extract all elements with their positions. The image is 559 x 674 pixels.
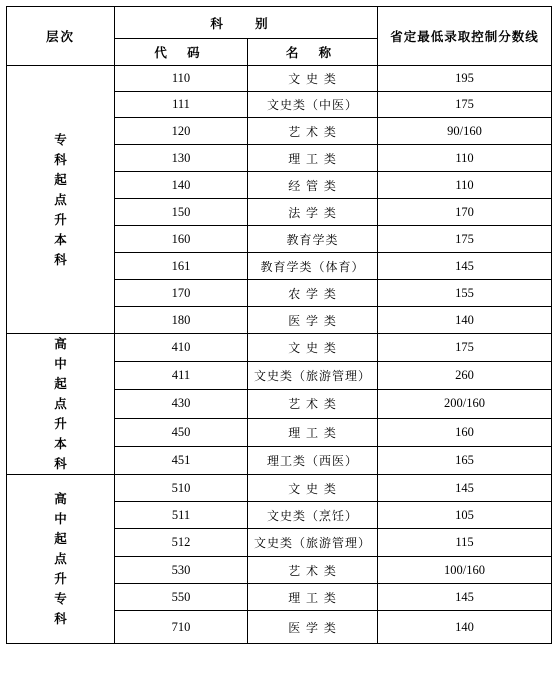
name-cell: 经 管 类 xyxy=(248,172,378,199)
header-level: 层次 xyxy=(7,7,115,66)
level-cell xyxy=(7,475,115,644)
code-cell: 411 xyxy=(115,362,248,390)
score-cell: 170 xyxy=(378,199,552,226)
code-cell: 180 xyxy=(115,307,248,334)
header-score: 省定最低录取控制分数线 xyxy=(378,7,552,66)
name-cell: 医 学 类 xyxy=(248,307,378,334)
score-cell: 175 xyxy=(378,334,552,362)
table-row xyxy=(7,475,552,502)
table-body xyxy=(7,66,552,644)
code-cell: 120 xyxy=(115,118,248,145)
score-cell: 115 xyxy=(378,529,552,557)
score-cell: 175 xyxy=(378,92,552,118)
code-cell: 130 xyxy=(115,145,248,172)
score-cell: 200/160 xyxy=(378,390,552,418)
level-cell xyxy=(7,66,115,334)
score-cell: 100/160 xyxy=(378,557,552,584)
code-cell: 550 xyxy=(115,584,248,611)
code-cell: 160 xyxy=(115,226,248,253)
name-cell: 艺 术 类 xyxy=(248,557,378,584)
score-cell: 110 xyxy=(378,172,552,199)
score-cell: 145 xyxy=(378,475,552,502)
score-cell: 140 xyxy=(378,611,552,644)
header-row-top xyxy=(7,7,552,39)
name-cell: 艺 术 类 xyxy=(248,118,378,145)
score-cell: 160 xyxy=(378,418,552,446)
name-cell: 理 工 类 xyxy=(248,145,378,172)
name-cell: 教育学类 xyxy=(248,226,378,253)
score-cell: 90/160 xyxy=(378,118,552,145)
score-cell: 110 xyxy=(378,145,552,172)
level-label: 高中起点升专科 xyxy=(54,491,67,626)
name-cell: 文史类（烹饪） xyxy=(248,502,378,529)
name-cell: 理工类（西医） xyxy=(248,446,378,474)
name-cell: 法 学 类 xyxy=(248,199,378,226)
score-cell: 155 xyxy=(378,280,552,307)
score-table-container xyxy=(6,6,552,644)
table-header xyxy=(7,7,552,66)
name-cell: 教育学类（体育） xyxy=(248,253,378,280)
table-row xyxy=(7,334,552,362)
code-cell: 530 xyxy=(115,557,248,584)
code-cell: 150 xyxy=(115,199,248,226)
code-cell: 710 xyxy=(115,611,248,644)
name-cell: 文 史 类 xyxy=(248,475,378,502)
code-cell: 451 xyxy=(115,446,248,474)
name-cell: 文史类（中医） xyxy=(248,92,378,118)
code-cell: 161 xyxy=(115,253,248,280)
header-code: 代 码 xyxy=(115,39,248,66)
score-cell: 195 xyxy=(378,66,552,92)
code-cell: 110 xyxy=(115,66,248,92)
name-cell: 农 学 类 xyxy=(248,280,378,307)
code-cell: 511 xyxy=(115,502,248,529)
table-row xyxy=(7,66,552,92)
name-cell: 文史类（旅游管理） xyxy=(248,529,378,557)
header-name: 名 称 xyxy=(248,39,378,66)
score-cell: 165 xyxy=(378,446,552,474)
score-cell: 145 xyxy=(378,584,552,611)
level-label: 高中起点升本科 xyxy=(54,336,67,471)
code-cell: 170 xyxy=(115,280,248,307)
score-cell: 140 xyxy=(378,307,552,334)
name-cell: 文 史 类 xyxy=(248,334,378,362)
code-cell: 111 xyxy=(115,92,248,118)
name-cell: 理 工 类 xyxy=(248,418,378,446)
name-cell: 文 史 类 xyxy=(248,66,378,92)
code-cell: 450 xyxy=(115,418,248,446)
code-cell: 140 xyxy=(115,172,248,199)
code-cell: 430 xyxy=(115,390,248,418)
name-cell: 理 工 类 xyxy=(248,584,378,611)
name-cell: 文史类（旅游管理） xyxy=(248,362,378,390)
name-cell: 医 学 类 xyxy=(248,611,378,644)
code-cell: 512 xyxy=(115,529,248,557)
score-cell: 260 xyxy=(378,362,552,390)
score-cell: 175 xyxy=(378,226,552,253)
code-cell: 410 xyxy=(115,334,248,362)
score-cell: 105 xyxy=(378,502,552,529)
header-category: 科 别 xyxy=(115,7,378,39)
name-cell: 艺 术 类 xyxy=(248,390,378,418)
level-label: 专科起点升本科 xyxy=(54,131,67,267)
level-cell xyxy=(7,334,115,475)
admission-score-table xyxy=(6,6,552,644)
score-cell: 145 xyxy=(378,253,552,280)
code-cell: 510 xyxy=(115,475,248,502)
